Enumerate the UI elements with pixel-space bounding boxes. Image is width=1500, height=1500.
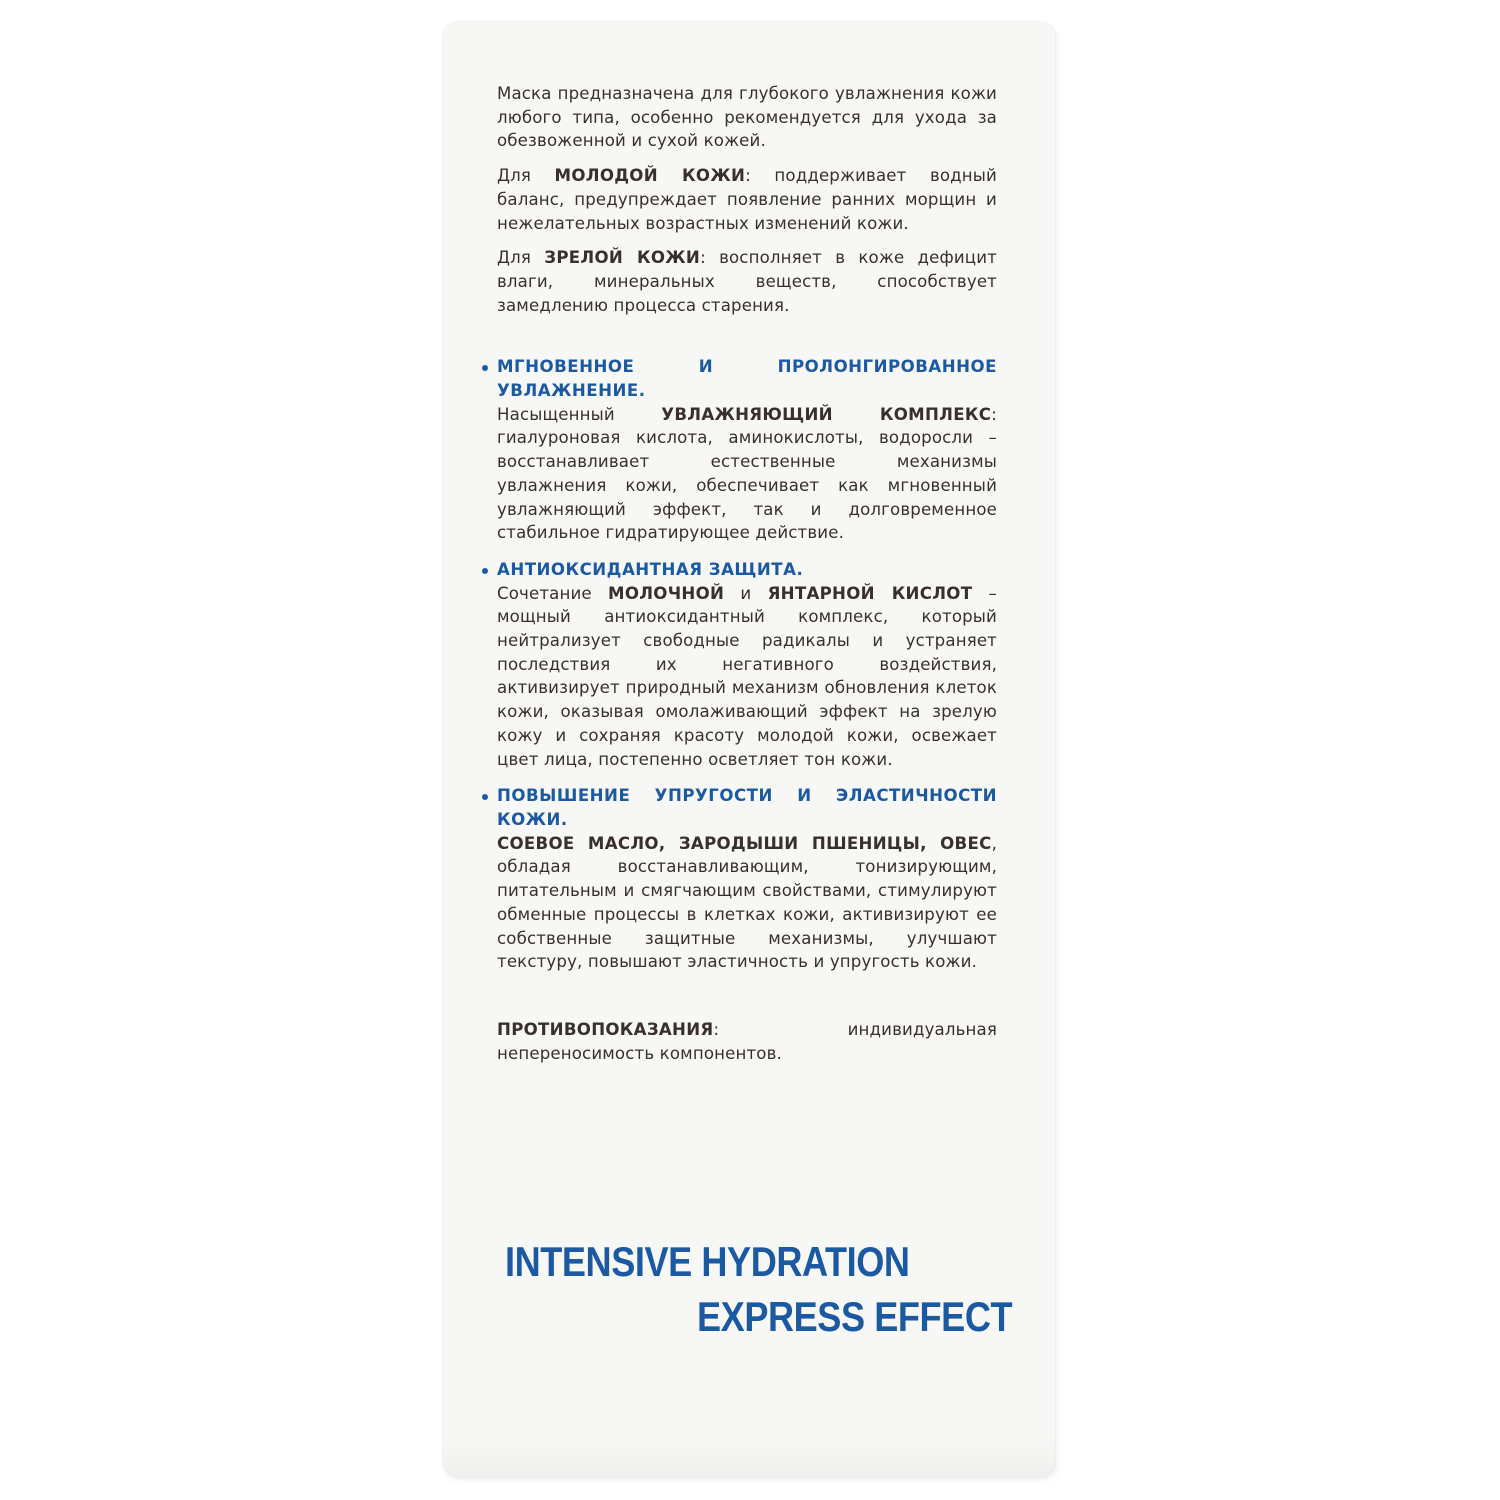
section-hydration-text: Насыщенный УВЛАЖНЯЮЩИЙ КОМПЛЕКС: гиалуроновая кислота, аминокислоты, водоросли – восстанавливает естественные механизмы увлажнения кожи, обеспечивает как мгновенный увлажняющий эффект, так и долговременное стабильное гидратирующее действие.	[497, 404, 997, 543]
young-skin-paragraph: Для МОЛОДОЙ КОЖИ: поддерживает водный баланс, предупреждает появление ранних морщин и нежелательных возрастных изменений кожи.	[497, 166, 997, 233]
section-antioxidant-text: Сочетание МОЛОЧНОЙ и ЯНТАРНОЙ КИСЛОТ – мощный антиоксидантный комплекс, который нейтрализует свободные радикалы и устраняет последствия их негативного воздействия, активизирует природный механизм обновления клеток кожи, оказывая омолаживающий эффект на зрелую кожу и сохраняя красоту молодой кожи, освежает цвет лица, постепенно осветляет тон кожи.	[497, 583, 997, 769]
ingredients-label: СОЕВОЕ МАСЛО, ЗАРОДЫШИ ПШЕНИЦЫ, ОВЕС	[497, 833, 992, 853]
lactic-acid-label: МОЛОЧНОЙ	[608, 583, 725, 603]
bullet-icon	[482, 568, 488, 574]
contraindications-paragraph: ПРОТИВОПОКАЗАНИЯ: индивидуальная непереносимость компонентов.	[497, 1019, 997, 1063]
hydration-complex-label: УВЛАЖНЯЮЩИЙ КОМПЛЕКС	[661, 404, 992, 424]
mature-skin-label: ЗРЕЛОЙ КОЖИ	[544, 248, 701, 268]
section-heading-elasticity: ПОВЫШЕНИЕ УПРУГОСТИ И ЭЛАСТИЧНОСТИ КОЖИ.	[497, 784, 997, 831]
section-heading-hydration: МГНОВЕННОЕ И ПРОЛОНГИРОВАННОЕ УВЛАЖНЕНИЕ.	[497, 355, 997, 402]
tagline-intensive-hydration: INTENSIVE HYDRATION	[505, 1238, 910, 1285]
description-text	[497, 82, 997, 1065]
section-heading-antioxidant: АНТИОКСИДАНТНАЯ ЗАЩИТА.	[497, 558, 997, 582]
contraindications-label: ПРОТИВОПОКАЗАНИЯ	[497, 1019, 714, 1039]
young-skin-label: МОЛОДОЙ КОЖИ	[554, 166, 746, 186]
tagline-express-effect: EXPRESS EFFECT	[697, 1293, 1013, 1340]
succinic-acid-label: ЯНТАРНОЙ КИСЛОТ	[767, 583, 973, 603]
section-elasticity-text: СОЕВОЕ МАСЛО, ЗАРОДЫШИ ПШЕНИЦЫ, ОВЕС, обладая восстанавливающим, тонизирующим, питательным и смягчающим свойствами, стимулируют обменные процессы в клетках кожи, активизируют ее собственные защитные механизмы, улучшают текстуру, повышают эластичность и упругость кожи.	[497, 833, 997, 972]
intro-paragraph: Маска предназначена для глубокого увлажнения кожи любого типа, особенно рекомендуется для ухода за обезвоженной и сухой кожей.	[497, 84, 997, 151]
mature-skin-paragraph: Для ЗРЕЛОЙ КОЖИ: восполняет в коже дефицит влаги, минеральных веществ, способствует замедлению процесса старения.	[497, 248, 997, 315]
